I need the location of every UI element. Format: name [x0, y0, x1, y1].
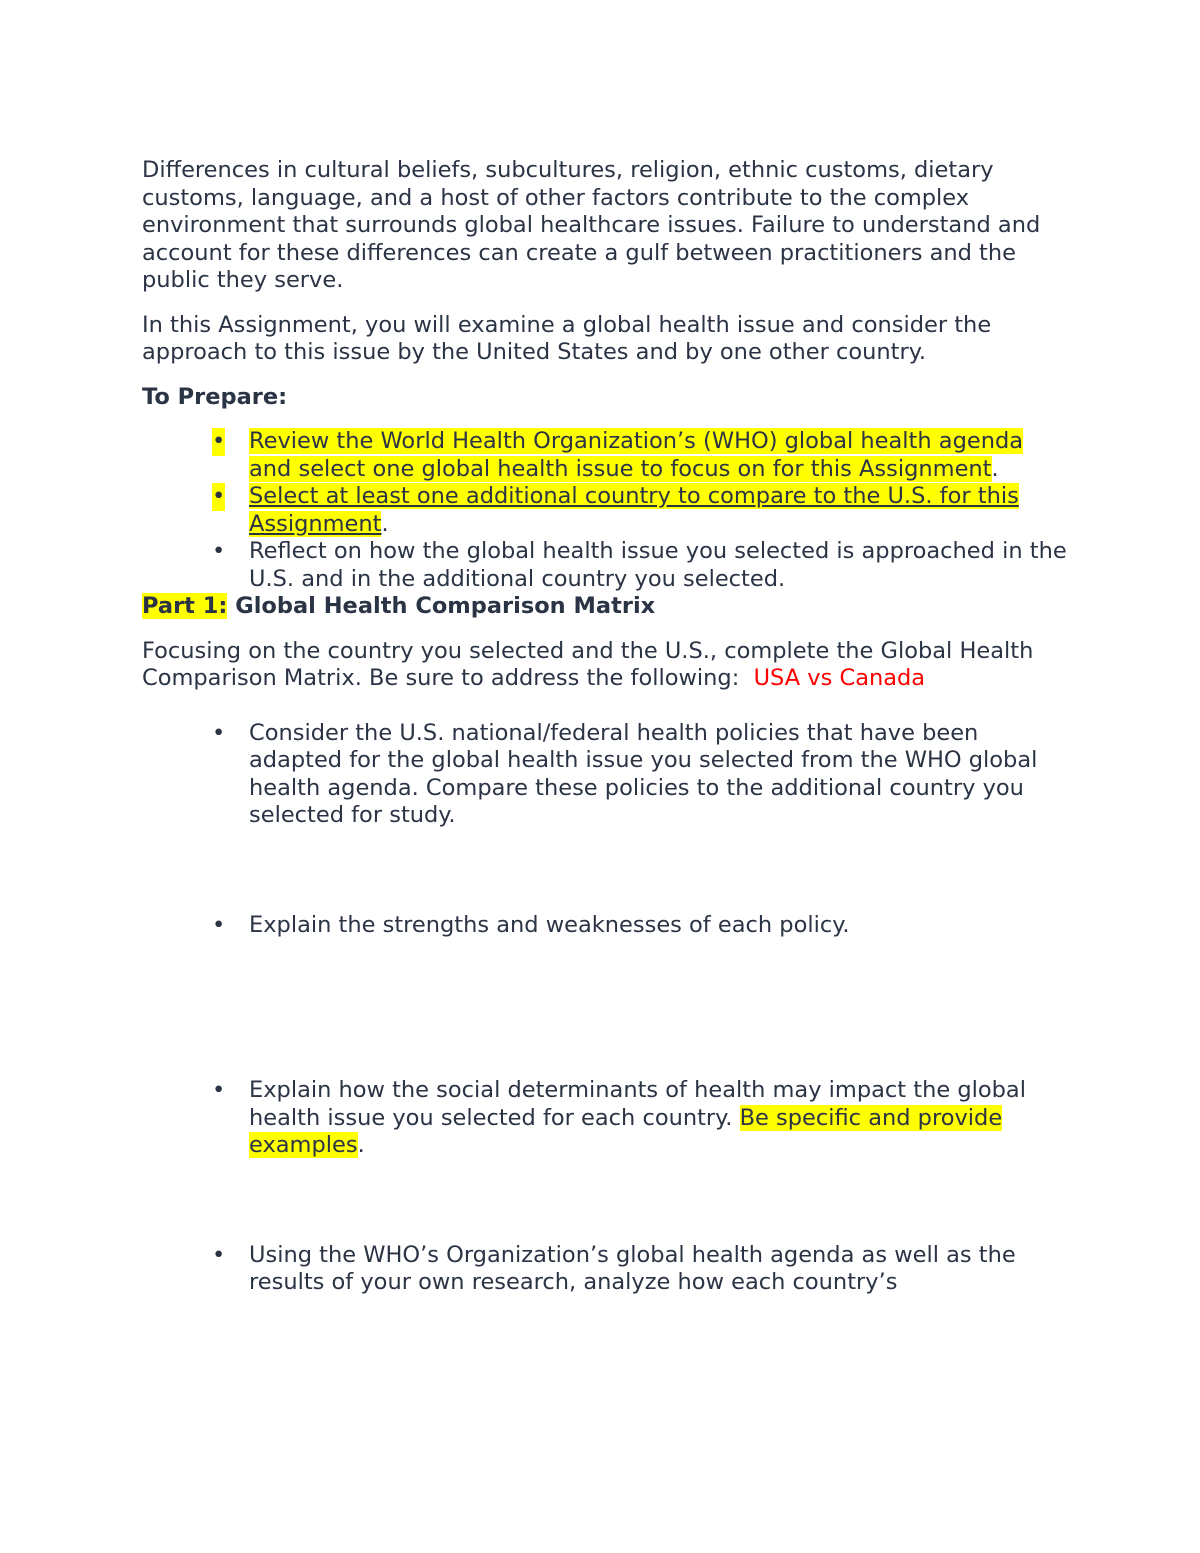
part1-heading [142, 593, 1072, 621]
bullet-icon: • [212, 483, 226, 509]
part1-note: USA vs Canada [753, 665, 926, 691]
part1-item-1-text: Consider the U.S. national/federal health policies that have been adapted for the global health issue you selected from the WHO global health agenda. Compare these policies to the additional country you selected for study. [249, 719, 1038, 828]
bullet-icon: • [212, 1241, 226, 1268]
part1-item-4-text: Using the WHO’s Organization’s global health agenda as well as the results of your own research, analyze how each country’s [249, 1241, 1016, 1295]
part1-item-3 [142, 1077, 1072, 1160]
part1-label: Part 1: [142, 593, 228, 619]
part1-item-2-text: Explain the strengths and weaknesses of each policy. [249, 911, 850, 938]
to-prepare-heading: To Prepare: [142, 383, 288, 410]
part1-item-4 [142, 1242, 1072, 1297]
part1-list [142, 720, 1072, 1297]
part1-item-2 [142, 912, 1072, 940]
prepare-item-1-suffix: . [991, 455, 999, 482]
prepare-item-2 [142, 483, 1072, 538]
prepare-item-2-suffix: . [381, 510, 389, 537]
prepare-item-1-text: Review the World Health Organization’s (WHO) global health agenda and select one global health issue to focus on for this Assignment [249, 428, 1024, 482]
bullet-icon: • [212, 911, 226, 938]
bullet-icon: • [212, 428, 226, 454]
prepare-item-1 [142, 428, 1072, 483]
part1-intro [142, 638, 1072, 693]
part1-item-3-suffix: . [357, 1132, 365, 1158]
document-page [142, 157, 1072, 1297]
bullet-icon: • [212, 1077, 226, 1103]
prepare-item-2-text: Select at least one additional country to compare to the U.S. for this Assignment [249, 483, 1019, 537]
part1-item-3-text: Explain how the social determinants of health may impact the global health issue you selected for each country. [249, 1077, 1026, 1131]
prepare-item-3-text: Reflect on how the global health issue you selected is approached in the U.S. and in the additional country you selected. [249, 538, 1067, 592]
part1-intro-text: Focusing on the country you selected and the U.S., complete the Global Health Comparison Matrix. Be sure to address the following: [142, 637, 1041, 691]
part1-item-1 [142, 720, 1072, 830]
part1-item-3-highlight: Be specific and provide examples [249, 1104, 1003, 1158]
part1-title: Global Health Comparison Matrix [227, 593, 656, 619]
bullet-icon: • [212, 538, 226, 564]
intro-paragraph-2: In this Assignment, you will examine a global health issue and consider the approach to this issue by the United States and by one other country. [142, 311, 992, 365]
prepare-list [142, 428, 1072, 593]
prepare-item-3 [142, 538, 1072, 593]
bullet-icon: • [212, 719, 226, 746]
intro-paragraph-1: Differences in cultural beliefs, subcultures, religion, ethnic customs, dietary customs, language, and a host of other factors contribute to the complex environment that surrounds global healthcare issues. Failure to understand and account for these differences can create a gulf between practitioners and the public they serve. [142, 157, 1041, 293]
